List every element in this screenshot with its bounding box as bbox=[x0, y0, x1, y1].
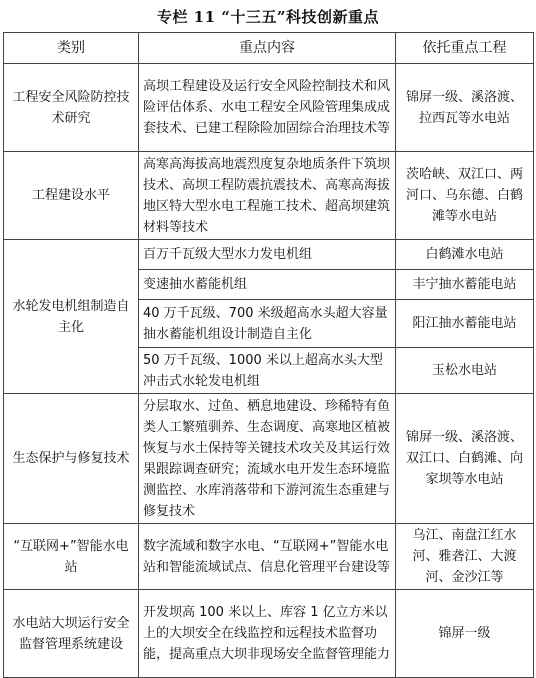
content-cell: 40 万千瓦级、700 米级超高水头超大容量抽水蓄能机组设计制造自主化 bbox=[139, 300, 396, 348]
project-cell: 白鹤滩水电站 bbox=[396, 240, 534, 270]
table-row bbox=[4, 240, 534, 270]
project-cell: 锦屏一级、溪洛渡、双江口、白鹤滩、向家坝等水电站 bbox=[396, 394, 534, 524]
project-cell: 乌江、南盘江红水河、雅砻江、大渡河、金沙江等 bbox=[396, 524, 534, 590]
header-project: 依托重点工程 bbox=[396, 33, 534, 64]
content-cell: 百万千瓦级大型水力发电机组 bbox=[139, 240, 396, 270]
project-cell: 丰宁抽水蓄能电站 bbox=[396, 270, 534, 300]
page-title: 专栏 11 “十三五”科技创新重点 bbox=[156, 8, 380, 26]
category-cell: 生态保护与修复技术 bbox=[4, 394, 139, 524]
project-cell: 阳江抽水蓄能电站 bbox=[396, 300, 534, 348]
category-cell: 水电站大坝运行安全监督管理系统建设 bbox=[4, 590, 139, 678]
category-cell: “互联网+”智能水电站 bbox=[4, 524, 139, 590]
content-cell: 开发坝高 100 米以上、库容 1 亿立方米以上的大坝安全在线监控和远程技术监督功能，提高重点大坝非现场安全监督管理能力 bbox=[139, 590, 396, 678]
content-cell: 高坝工程建设及运行安全风险控制技术和风险评估体系、水电工程安全风险管理集成成套技术、已建工程除险加固综合治理技术等 bbox=[139, 64, 396, 152]
category-cell: 工程建设水平 bbox=[4, 152, 139, 240]
project-cell: 锦屏一级 bbox=[396, 590, 534, 678]
project-cell: 玉松水电站 bbox=[396, 348, 534, 394]
category-cell: 工程安全风险防控技术研究 bbox=[4, 64, 139, 152]
content-cell: 分层取水、过鱼、栖息地建设、珍稀特有鱼类人工繁殖驯养、生态调度、高寒地区植被恢复与水土保持等关键技术攻关及其运行效果跟踪调查研究；流域水电开发生态环境监测监控、水库消落带和下游河流生态重建与修复技术 bbox=[139, 394, 396, 524]
content-cell: 变速抽水蓄能机组 bbox=[139, 270, 396, 300]
table-row bbox=[4, 394, 534, 524]
tech-innovation-table bbox=[3, 32, 534, 678]
header-row bbox=[4, 33, 534, 64]
header-category: 类别 bbox=[4, 33, 139, 64]
content-cell: 高寒高海拔高地震烈度复杂地质条件下筑坝技术、高坝工程防震抗震技术、高寒高海拔地区特大型水电工程施工技术、超高坝建筑材料等技术 bbox=[139, 152, 396, 240]
project-cell: 茨哈峡、双江口、两河口、乌东德、白鹤滩等水电站 bbox=[396, 152, 534, 240]
content-cell: 数字流域和数字水电、“互联网+”智能水电站和智能流域试点、信息化管理平台建设等 bbox=[139, 524, 396, 590]
header-content: 重点内容 bbox=[139, 33, 396, 64]
table-row bbox=[4, 590, 534, 678]
table-row bbox=[4, 152, 534, 240]
category-cell: 水轮发电机组制造自主化 bbox=[4, 240, 139, 394]
table-row bbox=[4, 524, 534, 590]
content-cell: 50 万千瓦级、1000 米以上超高水头大型冲击式水轮发电机组 bbox=[139, 348, 396, 394]
project-cell: 锦屏一级、溪洛渡、拉西瓦等水电站 bbox=[396, 64, 534, 152]
table-row bbox=[4, 64, 534, 152]
